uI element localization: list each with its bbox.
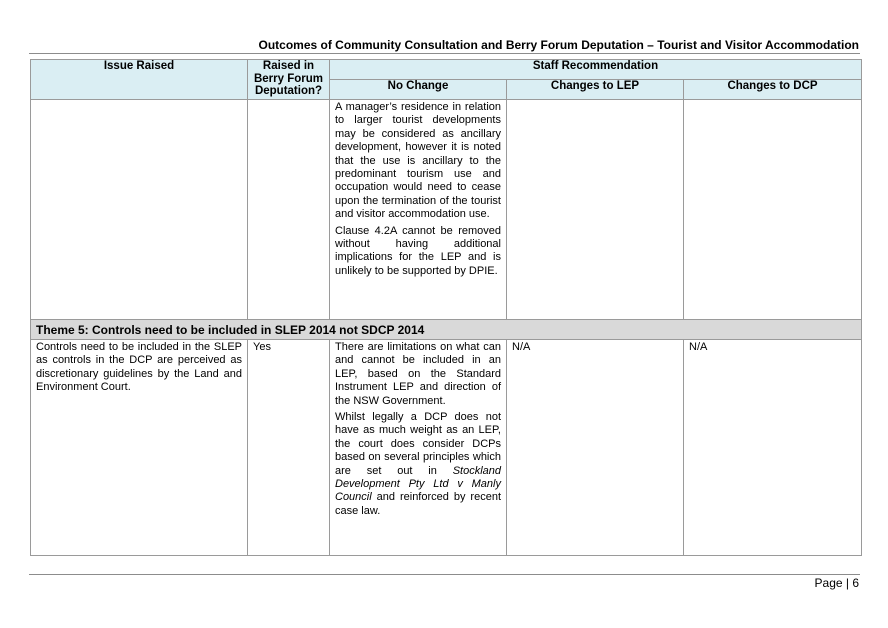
table-header-row-1 [31, 60, 862, 80]
issue-cell [31, 340, 248, 556]
no-change-text: and reinforced by recent case law. [335, 491, 501, 517]
header-staff-recommendation: Staff Recommendation [330, 60, 862, 80]
no-change-paragraph: Clause 4.2A cannot be removed without having additional implications for the LEP and is unlikely to be supported by DPIE. [335, 224, 501, 277]
issue-cell [31, 100, 248, 320]
lep-cell [507, 100, 684, 320]
theme-5-heading: Theme 5: Controls need to be included in SLEP 2014 not SDCP 2014 [31, 320, 862, 340]
no-change-paragraph: A manager’s residence in relation to larger tourist developments may be considered as ancillary development, however it is noted that the use is ancillary to the predominant tourism use and occupation would need to cease upon the termination of the tourist and visitor accommodation use. [335, 101, 501, 221]
header-raised-in-berry-forum: Raised in Berry Forum Deputation? [248, 60, 330, 100]
case-citation: Stockland Development Pty Ltd v Manly Council [335, 464, 501, 504]
header-no-change: No Change [330, 80, 507, 100]
page-number: Page | 6 [814, 576, 859, 590]
lep-cell: N/A [507, 340, 684, 556]
theme-row [31, 320, 862, 340]
page-title: Outcomes of Community Consultation and Berry Forum Deputation – Tourist and Visitor Accommodation [258, 38, 859, 52]
table-row [31, 340, 862, 556]
header-changes-to-lep: Changes to LEP [507, 80, 684, 100]
no-change-text: Whilst legally a DCP does not have as much weight as an LEP, the court does consider DCPs based on several principles which are set out in [335, 411, 501, 477]
no-change-paragraph: There are limitations on what can and cannot be included in an LEP, based on the Standard Instrument LEP and direction of the NSW Government. [335, 341, 501, 407]
dcp-cell [684, 100, 862, 320]
consultation-table [30, 59, 862, 556]
dcp-cell: N/A [684, 340, 862, 556]
header-changes-to-dcp: Changes to DCP [684, 80, 862, 100]
raised-cell: Yes [248, 340, 330, 556]
footer-rule [29, 574, 860, 575]
table-row [31, 100, 862, 320]
issue-text: Controls need to be included in the SLEP as controls in the DCP are perceived as discretionary guidelines by the Land and Environment Court. [36, 341, 242, 394]
no-change-cell [330, 340, 507, 556]
raised-cell [248, 100, 330, 320]
header-issue-raised: Issue Raised [31, 60, 248, 100]
no-change-cell [330, 100, 507, 320]
no-change-paragraph [335, 411, 501, 518]
header-rule [29, 53, 860, 54]
